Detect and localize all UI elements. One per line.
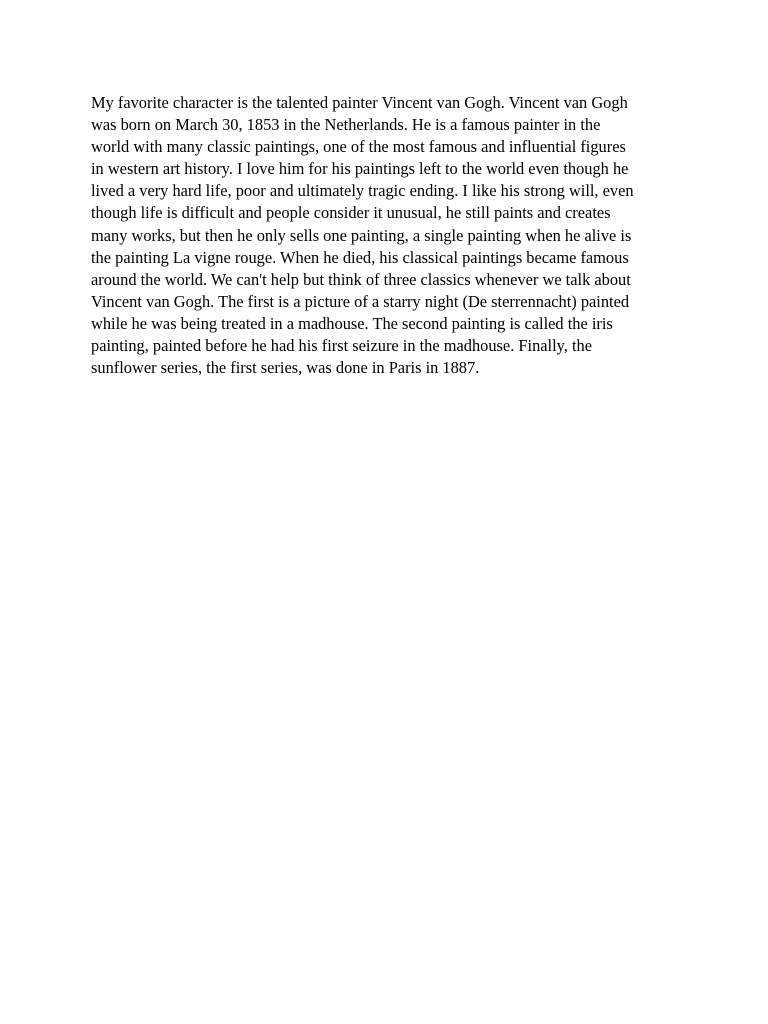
paragraph-line: many works, but then he only sells one painting, a single painting when he alive is [91,225,632,245]
paragraph-line: around the world. We can't help but think of three classics whenever we talk about [91,269,631,289]
paragraph-line: My favorite character is the talented painter Vincent van Gogh. Vincent van Gogh [91,93,628,112]
body-paragraph [91,92,681,379]
paragraph-line: painting, painted before he had his first seizure in the madhouse. Finally, the [91,336,592,356]
paragraph-line: sunflower series, the first series, was done in Paris in 1887. [91,358,480,378]
paragraph-line: the painting La vigne rouge. When he died, his classical paintings became famous [91,247,629,267]
paragraph-line: Vincent van Gogh. The first is a picture of a starry night (De sterrennacht) painted [91,291,630,311]
paragraph-line: was born on March 30, 1853 in the Netherlands. He is a famous painter in the [91,115,601,135]
paragraph-line: while he was being treated in a madhouse. The second painting is called the iris [91,313,613,333]
paragraph-line: world with many classic paintings, one of the most famous and influential figures [91,137,626,157]
paragraph-line: in western art history. I love him for his paintings left to the world even though he [91,159,629,179]
paragraph-line: lived a very hard life, poor and ultimately tragic ending. I like his strong will, even [91,181,634,201]
paragraph-line: though life is difficult and people consider it unusual, he still paints and creates [91,203,611,223]
